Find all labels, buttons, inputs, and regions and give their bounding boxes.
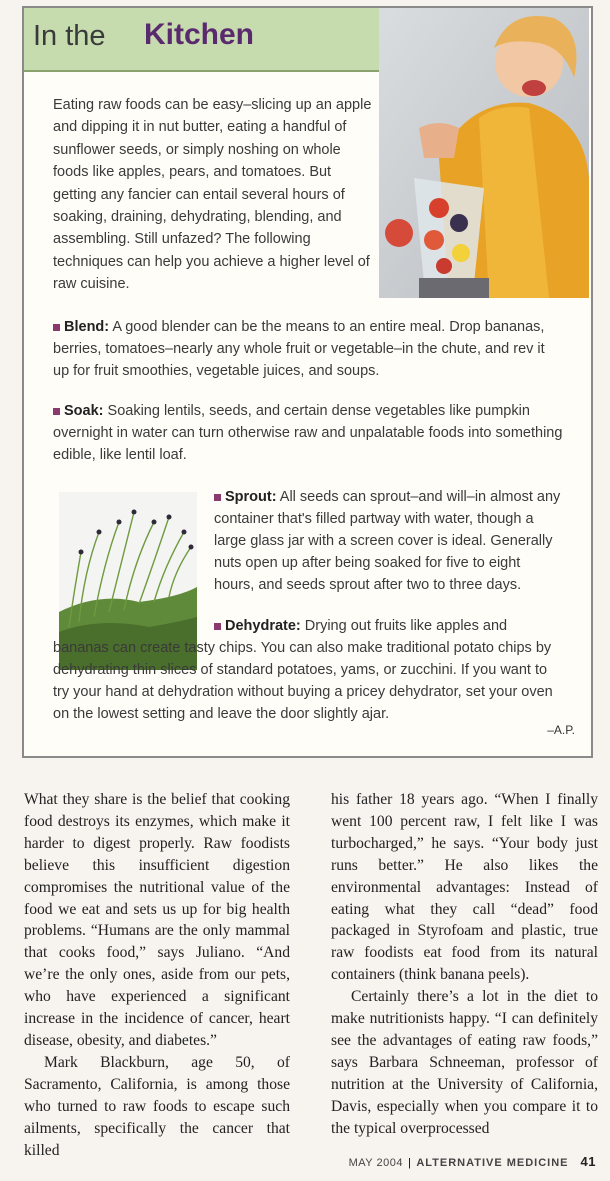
- blend-heading: Blend:: [64, 319, 110, 335]
- sprout-heading: Sprout:: [225, 489, 277, 505]
- bullet-icon: [214, 623, 221, 630]
- blend-paragraph: [53, 316, 563, 382]
- body-paragraph: Mark Blackburn, age 50, of Sacramento, California, is among those who turned to raw foods to escape such ailments, specifically the cancer that killed: [24, 1053, 290, 1159]
- footer-separator: |: [407, 1157, 412, 1169]
- author-signature: –A.P.: [547, 723, 575, 737]
- sidebar-title: [24, 8, 380, 72]
- sprout-paragraph: [214, 486, 564, 596]
- sprout-text: All seeds can sprout–and will–in almost any container that's filled partway with water, though a large glass jar with a screen cover is ideal. Generally nuts open up after being soaked for five to eight hours, and seeds sprout after two to three days.: [214, 489, 561, 593]
- soak-text: Soaking lentils, seeds, and certain dense vegetables like pumpkin overnight in water can turn otherwise raw and unpalatable foods into something edible, like lentil loaf.: [53, 403, 563, 463]
- blend-text: A good blender can be the means to an entire meal. Drop bananas, berries, tomatoes–nearly any whole fruit or vegetable–in the chute, and rev it up for fruit smoothies, vegetable juices, and soups.: [53, 319, 545, 379]
- sidebar-intro: Eating raw foods can be easy–slicing up an apple and dipping it in nut butter, eating a handful of sunflower seeds, or simply noshing on whole foods like apples, pears, and tomatoes. But getting any fancier can entail several hours of soaking, draining, dehydrating, blending, and assembling. Still unfazed? The following techniques can help you achieve a higher level of raw cuisine.: [53, 97, 372, 293]
- bullet-icon: [53, 408, 60, 415]
- page-footer: [349, 1154, 596, 1169]
- issue-date: MAY 2004: [348, 1157, 403, 1169]
- dehydrate-paragraph: [53, 615, 563, 725]
- body-column-left: [24, 789, 290, 1161]
- magazine-name: ALTERNATIVE MEDICINE: [416, 1157, 569, 1169]
- kitchen-sidebar: [22, 6, 593, 758]
- body-paragraph: Certainly there’s a lot in the diet to make nutritionists happy. “I can definitely see the advantages of eating raw foods,” says Barbara Schneeman, professor of nutrition at the University of California, Davis, especially when you compare it to the typical overprocessed: [331, 988, 598, 1137]
- body-paragraph: his father 18 years ago. “When I finally went 100 percent raw, I felt like I was turbocharged,” he says. “Your body just runs better.” He also likes the environmental advantages: Instead of eating what they call “dead” food packaged in Styrofoam and plastic, true raw foodists eat food from its natural containers (think banana peels).: [331, 791, 598, 984]
- dehydrate-text: Drying out fruits like apples and bananas can create tasty chips. You can also make traditional potato chips by dehydrating thin slices of standard potatoes, yams, or zucchini. If you want to try your hand at dehydration without buying a pricey dehydrator, set your oven on the lowest setting and leave the door slightly ajar.: [53, 618, 553, 722]
- title-prefix: In the: [33, 20, 106, 52]
- bullet-icon: [214, 494, 221, 501]
- body-column-right: [331, 789, 598, 1140]
- soak-heading: Soak:: [64, 403, 104, 419]
- blender-photo: [379, 8, 589, 298]
- page-number: 41: [580, 1154, 596, 1169]
- soak-paragraph: [53, 400, 563, 466]
- body-paragraph: What they share is the belief that cooking food destroys its enzymes, which make it harder to digest properly. Raw foodists believe this insufficient digestion compromises the nutritional value of the food we eat and sets us up for big health problems. “Humans are the only mammal that cooks food,” says Juliano. “And we’re the only ones, aside from our pets, who have experienced a significant increase in the incidence of cancer, heart disease, obesity, and diabetes.”: [24, 791, 290, 1049]
- dehydrate-heading: Dehydrate:: [225, 618, 301, 634]
- bullet-icon: [53, 324, 60, 331]
- title-main: Kitchen: [144, 18, 255, 51]
